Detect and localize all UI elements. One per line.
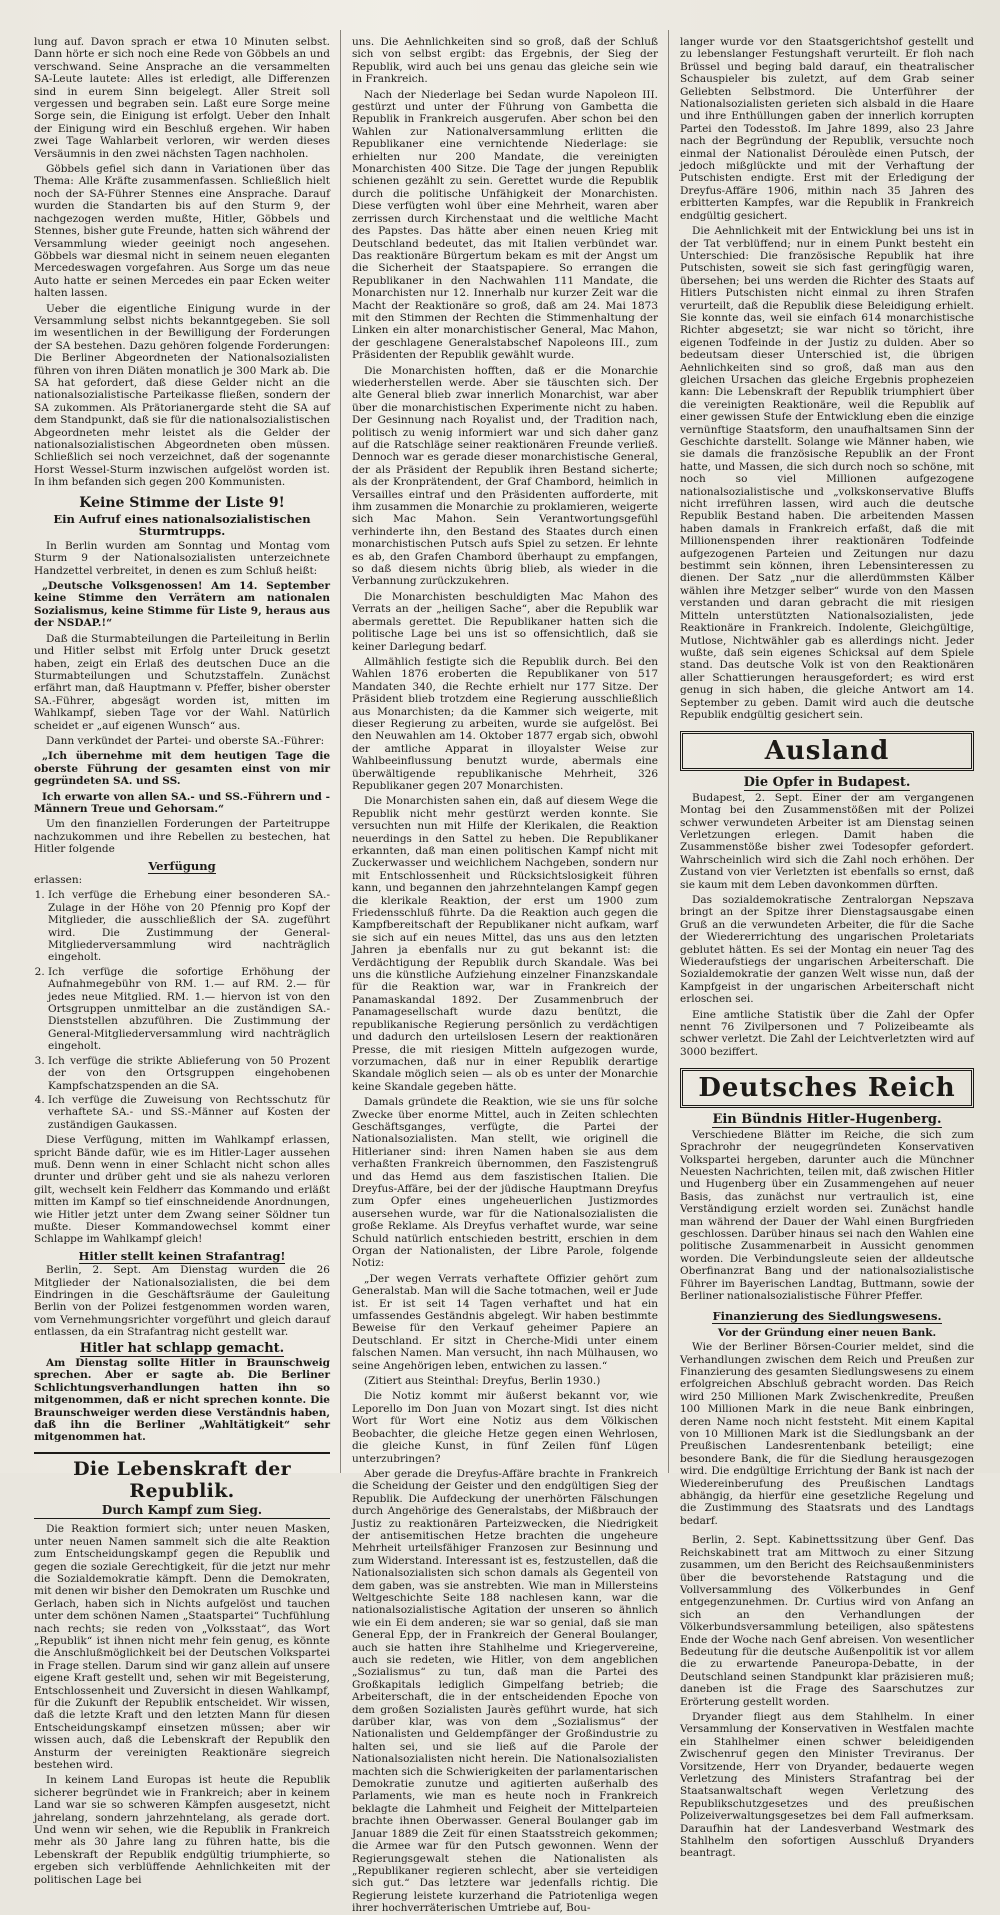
headline-buendnis bbox=[680, 1114, 974, 1126]
section-header-reich: Deutsches Reich bbox=[680, 1068, 974, 1108]
section-header-ausland: Ausland bbox=[680, 731, 974, 771]
headline-siedlung bbox=[680, 1310, 974, 1322]
paragraph: Budapest, 2. Sept. Einer der am vergangenen Montag bei den Zusammenstößen mit der Polizei schwer verwundeten Arbeiter ist am Dienstag seinen Verletzungen erlegen. Damit haben die Zusammenstöße bisher zwei Todesopfer gefordert. Wahrscheinlich wird sich die Zahl noch erhöhen. Der Zustand von vier Verletzten ist ebenfalls so ernst, daß sie kaum mit dem Leben davonkommen dürften. bbox=[680, 791, 974, 891]
paragraph: Nach der Niederlage bei Sedan wurde Napoleon III. gestürzt und unter der Führung von Gambetta die Republik in Frankreich ausgerufen. Aber schon bei den Wahlen zur Nationalversammlung erlitten die Republikaner eine vernichtende Niederlage: sie erhielten nur 200 Mandate, die vereinigten Monarchisten 400 Sitze. Die Tage der jungen Republik schienen gezählt zu sein. Gerettet wurde die Republik durch die politische Unfähigkeit der Monarchisten. Diese verfügten wohl über eine Mehrheit, waren aber zerrissen durch Kirchenstaat und die weltliche Macht des Papstes. Das hätte aber einen neuen Krieg mit Deutschland bedeutet, das mit Italien verbündet war. Das reaktionäre Bürgertum bekam es mit der Angst um die Sicherheit der Staatspapiere. So errangen die Republikaner in den Nachwahlen 111 Mandate, die Monarchisten nur 12. Innerhalb nur kurzer Zeit war die Macht der Reaktionäre so groß, daß am 24. Mai 1873 mit den Stimmen der Rechten die Stimmenhaltung der Linken ein alter monarchistischer General, Mac Mahon, der geschlagene Generalstabschef Napoleons III., zum Präsidenten der Republik gewählt wurde. bbox=[352, 88, 658, 362]
subheadline-lebenskraft: Durch Kampf zum Sieg. bbox=[34, 1504, 330, 1519]
paragraph: Wie der Berliner Börsen-Courier meldet, sind die Verhandlungen zwischen dem Reich und Preußen zur Finanzierung des gesamten Siedlungswesens zu einem erfolgreichen Abschluß gebracht worden. Das Reich wird 250 Millionen Mark Zwischenkredite, Preußen 100 Millionen Mark in die neue Bank einbringen, deren Name noch nicht feststeht. Mit einem Kapital von 10 Millionen Mark ist die Siedlungsbank an der Preußischen Landesrentenbank beteiligt; eine besondere Bank, die für die Siedlung herausgezogen wird. Die endgültige Errichtung der Bank ist nach der Wiedereinberufung des Preußischen Landtags abhängig, da hierfür eine gesetzliche Regelung und die Zustimmung des Staatsrats und des Landtags bedarf. bbox=[680, 1341, 974, 1527]
paragraph: Am Dienstag sollte Hitler in Braunschweig sprechen. Aber er sagte ab. Die Berliner Schlichtungsverhandlungen hatten ihn so mitgenommen, daß er nicht sprechen konnte. Die Braunschweiger werden diese Verständnis haben, daß ihn die Berliner „Wahltätigkeit“ sehr mitgenommen hat. bbox=[34, 1357, 330, 1444]
paragraph: Die Monarchisten hofften, daß er die Monarchie wiederherstellen werde. Aber sie täuschten sich. Der alte General blieb zwar innerlich Monarchist, war aber über die monarchistischen Experimente nicht zu haben. Der Gesinnung nach Royalist und, der Tradition nach, politisch zu wenig informiert war und sich daher ganz auf die Ratschläge seiner reaktionären Freunde verließ. Dennoch war es gerade dieser monarchistische General, der als Präsident der Republik ihren Bestand sicherte; als der Kronprätendent, der Graf Chambord, heimlich in Versailles eintraf und den Präsidenten aufforderte, mit ihm zusammen die Monarchie zu proklamieren, weigerte sich Mac Mahon. Sein Verantwortungsgefühl verhinderte ihn, den Bestand des Staates durch einen monarchistischen Putsch aufs Spiel zu setzen. Er lehnte es ab, den Grafen Chambord überhaupt zu empfangen, so daß diesem nichts übrig blieb, als wieder in die Verbannung zurückzukehren. bbox=[352, 364, 658, 588]
headline-strafantrag bbox=[34, 1250, 330, 1262]
quote: „Ich übernehme mit dem heutigen Tage die oberste Führung der gesamten einst von mir gegründeten SA. und SS. bbox=[34, 750, 330, 788]
paragraph: Die Monarchisten sahen ein, daß auf diesem Wege die Republik nicht mehr gestürzt werden konnte. Sie versuchten nun mit Hilfe der Klerikalen, die Reaktion neuerdings in den Sattel zu heben. Die Republikaner erkannten, daß man einen politischen Kampf nicht mit Zuckerwasser und weichlichem Nachgeben, sondern nur mit Entschlossenheit und Rücksichtslosigkeit führen kann, und begannen den jahrzehntelangen Kampf gegen die klerikale Reaktion, der erst um 1900 zum Friedensschluß führte. Da die Reaktion auch gegen die Kampfbereitschaft der Republikaner nicht aufkam, warf sie sich auf ein neues Mittel, das uns aus den letzten Jahren ja ebenfalls nur zu gut bekannt ist: die Verdächtigung der Republik durch Skandale. Was bei uns die künstliche Aufziehung einzelner Finanzskandale für die Reaktion war, war in Frankreich der Panamaskandal 1892. Der Zusammenbruch der Panamagesellschaft wurde dazu benützt, die republikanische Regierung persönlich zu verdächtigen und dadurch den urteilslosen Lesern der reaktionären Presse, die mit riesigen Mitteln aufgezogen wurde, vorzumachen, daß nur in einer Republik derartige Skandale möglich seien — als ob es unter der Monarchie keine Skandale gegeben hätte. bbox=[352, 795, 658, 1093]
paragraph: langer wurde vor den Staatsgerichtshof gestellt und zu lebenslanger Festungshaft verurteilt. Er floh nach Brüssel und beging bald darauf, ein theatralischer Schauspieler bis zuletzt, auf dem Grab seiner Geliebten Selbstmord. Die Unterführer der Nationalsozialisten gerieten sich alsbald in die Haare und ihre Enthüllungen gaben der innerlich korrupten Partei den Todesstoß. Im Jahre 1899, also 23 Jahre nach der Begründung der Republik, versuchte noch einmal der Nationalist Déroulède einen Putsch, der jedoch mißglückte und mit der Verhaftung der Putschisten endigte. Erst mit der Erledigung der Dreyfus-Affäre 1906, mithin nach 35 Jahren des erbitterten Kampfes, war die Republik in Frankreich endgültig gesichert. bbox=[680, 36, 974, 222]
decree-list bbox=[48, 889, 330, 1131]
list-item: 3. Ich verfüge die strikte Ablieferung von 50 Prozent der von den Ortsgruppen eingehobenen Kampfschatzspenden an die SA. bbox=[48, 1055, 330, 1092]
paragraph: Aber gerade die Dreyfus-Affäre brachte in Frankreich die Scheidung der Geister und den endgültigen Sieg der Republik. Die Aufdeckung der unerhörten Fälschungen durch Angehörige des Generalstabs, der Mißbrauch der Justiz zu reaktionären Parteizwecken, die Niedrigkeit der antisemitischen Hetze brachten die ungeheure Mehrheit urteilsfähiger Franzosen zur Besinnung und zum Widerstand. Interessant ist es, festzustellen, daß die Nationalsozialisten sich schon damals als Gegenteil von dem gaben, was sie anstrebten. Wie man in Millersteins Weltgeschichte Seite 188 nachlesen kann, war die nationalsozialistische Agitation der unseren so ähnlich wie ein Ei dem anderen; sie war so genial, daß sie man General Epp, der in Frankreich der General Boulanger, auch sie hatten ihre Stahlhelme und Kriegervereine, auch sie redeten, wie Hitler, von dem angeblichen „Sozialismus“ zu tun, daß man die Partei des Großkapitals lediglich Gimpelfang betrieb; die Arbeiterschaft, die in der entscheidenden Epoche von dem großen Sozialisten Jaurès geführt wurde, hat sich darüber klar, was von dem „Sozialismus“ der Nationalisten und Geldempfänger der Großindustrie zu halten sei, und sie ließ auf die Parole der Nationalsozialisten nicht herein. Die Nationalsozialisten machten sich die Schwierigkeiten der parlamentarischen Demokratie zunutze und agitierten außerhalb des Parlaments, wie man es heute noch in Frankreich beklagte die Lahmheit und Feigheit der Mittelparteien brachte ihnen Oberwasser. General Boulanger gab im Januar 1889 die Zeit für einen Staatsstreich gekommen; die Armee war für den Putsch gewonnen. Wenn der Regierungsgewalt stehen die Nationalisten als „Republikaner regieren schlecht, aber sie verteidigen sich gut.“ Das letztere war jedenfalls richtig. Die Regierung leistete kurzerhand die Patriotenliga wegen ihrer hochverräterischen Umtriebe auf, Bou- bbox=[352, 1467, 658, 1915]
subheadline-siedlung: Vor der Gründung einer neuen Bank. bbox=[717, 1326, 937, 1339]
paragraph: Die Reaktion formiert sich; unter neuen Masken, unter neuen Namen sammelt sich die alte Reaktion zum Entscheidungskampf gegen die Republik und gegen die soziale Gerechtigkeit, für die jetzt nur mehr die Sozialdemokratie kämpft. Denn die Demokraten, mit denen wir bisher den Demokraten um Ruschke und Gerlach, haben sich in Nichts aufgelöst und tauchen unter dem schönen Namen „Staatspartei“ Tuchfühlung nach rechts; sie reden von „Volksstaat“, das Wort „Republik“ ist ihnen nicht mehr fein genug, es könnte die Anschlußmöglichkeit bei der Deutschen Volkspartei in Frage stellen. Darum sind wir ganz allein auf unsere eigene Kraft gestellt und, sehen wir mit Begeisterung, Entschlossenheit und Zuversicht in diesen Wahlkampf, für die Zukunft der Republik entscheidet. Wir wissen, daß die letzte Kraft und den letzten Mann für diesen Entscheidungskampf einsetzen müssen; aber wir wissen auch, daß die Lebenskraft der Republik den Ansturm der vereinigten Reaktionäre siegreich bestehen wird. bbox=[34, 1523, 330, 1771]
list-item: 4. Ich verfüge die Zuweisung von Rechtsschutz für verhaftete SA.- und SS.-Männer auf Kosten der zuständigen Gaukassen. bbox=[48, 1094, 330, 1131]
headline-opfer bbox=[680, 777, 974, 789]
column-right bbox=[674, 0, 980, 1860]
heading-verfuegung-text: Verfügung bbox=[148, 858, 216, 873]
column-rule bbox=[340, 30, 341, 1473]
paragraph: Diese Verfügung, mitten im Wahlkampf erlassen, spricht Bände dafür, wie es im Hitler-Lager aussehen muß. Denn wenn in einer Schlacht nicht schon alles drunter und drüber geht und sie als nahezu verloren gilt, wechselt kein Feldherr das Kommando und erläßt mitten im Kampf so tief einschneidende Anordnungen, wie Hitler jetzt unter dem Zwang seiner Söldner tun mußte. Dieser Kommandowechsel kommt einer Schlappe im Wahlkampf gleich! bbox=[34, 1134, 330, 1246]
headline-schlapp-text: Hitler hat schlapp gemacht. bbox=[79, 1340, 285, 1356]
paragraph: Eine amtliche Statistik über die Zahl der Opfer nennt 76 Zivilpersonen und 7 Polizeibeamte als schwer verletzt. Die Zahl der Leichtverletzten wird auf 3000 beziffert. bbox=[680, 1008, 974, 1058]
column-left bbox=[28, 0, 336, 1886]
quote: Ich erwarte von allen SA.- und SS.-Führern und -Männern Treue und Gehorsam.“ bbox=[34, 790, 330, 815]
headline-schlapp bbox=[34, 1340, 330, 1356]
quote: „Der wegen Verrats verhaftete Offizier gehört zum Generalstab. Man will die Sache totmachen, weil er Jude ist. Er ist seit 14 Tagen verhaftet und hat ein umfassendes Geständnis abgelegt. Wir haben bestimmte Beweise für den Verkauf geheimer Papiere an Deutschland. Er sitzt in Cherche-Midi unter einem falschen Namen. Man versucht, ihn nach Mülhausen, wo seine Angehörigen leben, entwichen zu lassen.“ bbox=[352, 1272, 658, 1372]
paragraph: In Berlin wurden am Sonntag und Montag vom Sturm 9 der Nationalsozialisten unterzeichnete Handzettel verbreitet, in denen es zum Schluß heißt: bbox=[34, 539, 330, 577]
headline-liste: Keine Stimme der Liste 9! bbox=[79, 494, 285, 511]
quote: „Deutsche Volksgenossen! Am 14. September keine Stimme den Verrätern am nationalen Sozialismus, keine Stimme für Liste 9, heraus aus der NSDAP.!“ bbox=[34, 580, 330, 630]
paragraph: Die Monarchisten beschuldigten Mac Mahon des Verrats an der „heiligen Sache“, aber die Republik war abermals gerettet. Die Republikaner hatten sich die politische Lage bei uns ist so offensichtlich, daß sie keiner Darlegung bedarf. bbox=[352, 590, 658, 653]
paragraph: Dryander fliegt aus dem Stahlhelm. In einer Versammlung der Konservativen in Westfalen machte ein Stahlhelmer einen schwer beleidigenden Zwischenruf gegen den Minister Treviranus. Der Vorsitzende, Herr von Dryander, bedauerte wegen Verletzung des Ministers Strafantrag bei der Staatsanwaltschaft wegen Verletzung des Republikschutzgesetzes und des preußischen Polizeiverwaltungsgesetzes bei dem Fall aufmerksam. Daraufhin hat der Landesverband Westmark des Stahlhelm den sofortigen Ausschluß Dryanders beantragt. bbox=[680, 1710, 974, 1860]
heading-verfuegung bbox=[34, 860, 330, 872]
paragraph: uns. Die Aehnlichkeiten sind so groß, daß der Schluß sich von selbst ergibt: das Ergebnis, der Sieg der Republik, wird auch bei uns genau das gleiche sein wie in Frankreich. bbox=[352, 36, 658, 86]
paragraph: erlassen: bbox=[34, 874, 83, 886]
paragraph: Ueber die eigentliche Einigung wurde in der Versammlung selbst nichts bekanntgegeben. Sie soll im wesentlichen in der Bewilligung der Forderungen der SA bestehen. Dazu gehören folgende Forderungen: Die Berliner Abgeordneten der Nationalsozialisten führen von ihren Diäten monatlich je 300 Mark ab. Die SA hat gefordert, daß diese Gelder nicht an die nationalsozialistische Parteikasse fließen, sondern der SA zukommen. Als Prätorianergarde steht die SA auf dem Standpunkt, daß sie für die nationalsozialistischen Abgeordneten mehr leistet als die Gelder der nationalsozialistischen Abgeordneten oben müssen. Schließlich sei noch verzeichnet, daß der sogenannte Horst Wessel-Sturm inzwischen aufgelöst worden ist. In ihm befanden sich gegen 200 Kommunisten. bbox=[34, 302, 331, 489]
paragraph: Göbbels gefiel sich dann in Variationen über das Thema: Alle Kräfte zusammenfassen. Schließlich hielt noch der SA-Führer Stennes eine Ansprache. Darauf wurden die Standarten bis auf den Sturm 9, der nachgezogen werden mußte, Hitler, Göbbels und Stennes, bisher gute Freunde, hatten sich während der Versammlung wieder geeinigt noch angesehen. Göbbels war diesmal nicht in seinem neuen eleganten Mercedeswagen vorgefahren. Aus Sorge um das neue Auto hatte er seinen Mercedes ein paar Ecken weiter halten lassen. bbox=[34, 163, 330, 300]
paragraph: In keinem Land Europas ist heute die Republik sicherer begründet wie in Frankreich; aber in keinem Land war sie so schweren Kämpfen ausgesetzt, nicht jahrelang, sondern jahrzehntelang, als gerade dort. Und wenn wir sehen, wie die Republik in Frankreich mehr als 30 Jahre lang zu führen hatte, bis die Lebenskraft der Republik endgültig triumphierte, so ergeben sich verblüffende Aehnlichkeiten mit der politischen Lage bei bbox=[34, 1774, 330, 1886]
paragraph: Daß die Sturmabteilungen die Parteileitung in Berlin und Hitler selbst mit Erfolg unter Druck gesetzt haben, zeigt ein Erlaß des deutschen Duce an die Sturmabteilungen und Schutzstaffeln. Zunächst erfährt man, daß Hauptmann v. Pfeffer, bisher oberster SA.-Führer, abgesägt worden ist, mitten im Wahlkampf, sieben Tage vor der Wahl. Natürlich scheidet er „auf eigenen Wunsch“ aus. bbox=[34, 632, 330, 732]
paragraph: Um den finanziellen Forderungen der Parteitruppe nachzukommen und ihre Rebellen zu bestechen, hat Hitler folgende bbox=[34, 818, 330, 856]
column-rule bbox=[668, 30, 669, 1473]
paragraph: Berlin, 2. Sept. Kabinettssitzung über Genf. Das Reichskabinett trat am Mittwoch zu einer Sitzung zusammen, um den Bericht des Reichsaußenministers über die bevorstehende Ratstagung und die Vollversammlung des Völkerbundes in Genf entgegenzunehmen. Dr. Curtius wird von Anfang an sich an den Verhandlungen der Völkerbundsversammlung beteiligen, also spätestens Ende der Woche nach Genf abreisen. Von wesentlicher Bedeutung für die deutsche Außenpolitik ist vor allem die zu erwartende Paneuropa-Debatte, in der Deutschland seinen Standpunkt klar präzisieren muß; daneben ist die Frage des Saarschutzes zur Erörterung gestellt worden. bbox=[680, 1534, 974, 1708]
paragraph: Dann verkündet der Partei- und oberste SA.-Führer: bbox=[46, 734, 325, 747]
quote-source: (Zitiert aus Steinthal: Dreyfus, Berlin 1930.) bbox=[364, 1375, 601, 1388]
paragraph: Damals gründete die Reaktion, wie sie uns für solche Zwecke über enorme Mittel, auch in Zeiten schlechten Geschäftsganges, verfügte, die Partei der Nationalsozialisten. Man stellt, wie originell die Hitlerianer sind: ihren Namen haben sie aus dem verhaßten Frankreich übernommen, den Faszistengruß und das Hemd aus dem faszistischen Italien. Die Dreyfus-Affäre, bei der der jüdische Hauptmann Dreyfus zum Opfer eines ungeheuerlichen Justizmordes ausersehen wurde, war für die Nationalsozialisten die große Reklame. Als Dreyfus verhaftet wurde, war seine Schuld natürlich entschieden bestritt, erschien in dem Organ der Nationalisten, der Libre Parole, folgende Notiz: bbox=[352, 1096, 658, 1270]
paragraph: Verschiedene Blätter im Reiche, die sich zum Sprachrohr der neugegründeten Konservativen Volkspartei hergeben, darunter auch die Münchner Neuesten Nachrichten, teilen mit, daß zwischen Hitler und Hugenberg über ein Zusammengehen auf neuer Basis, das zunächst nur vertraulich ist, eine Verständigung erzielt worden sei. Zunächst handle man während der Dauer der Wahl einen Burgfrieden geschlossen. Darüber hinaus sei nach den Wahlen eine politische Zusammenarbeit in Aussicht genommen worden. Die Verbindungsleute seien der alldeutsche Oberfinanzrat Bang und der nationalsozialistische Führer im Bayerischen Landtag, Buttmann, sowie der Berliner nationalsozialistische Führer Pfeffer. bbox=[680, 1128, 974, 1302]
subheadline-liste: Ein Aufruf eines nationalsozialistischen Sturmtrupps. bbox=[53, 512, 311, 539]
headline-siedlung-text: Finanzierung des Siedlungswesens. bbox=[712, 1309, 942, 1324]
paragraph: Die Notiz kommt mir äußerst bekannt vor, wie Leporello im Don Juan von Mozart singt. Ist dies nicht Wort für Wort eine Notiz aus dem Völkischen Beobachter, die gleiche Hetze gegen einen Wehrlosen, die gleiche Kunst, in fünf Zeilen fünf Lügen unterzubringen? bbox=[352, 1390, 658, 1465]
paragraph: Berlin, 2. Sept. Am Dienstag wurden die 26 Mitglieder der Nationalsozialisten, die bei dem Eindringen in die Geschäftsräume der Gauleitung Berlin von der Polizei festgenommen worden waren, vom Vernehmungsrichter vorgeführt und gleich darauf entlassen, da ein Strafantrag nicht gestellt war. bbox=[34, 1264, 330, 1339]
paragraph: lung auf. Davon sprach er etwa 10 Minuten selbst. Dann hörte er sich noch eine Rede von Göbbels an und verschwand. Seine Ansprache an die versammelten SA-Leute lautete: Alles ist erledigt, alle Differenzen sind in eurem Sinn beigelegt. Aller Streit soll vergessen und begraben sein. Laßt eure Sorge meine Sorge sein, die Einigung ist erfolgt. Ueber den Inhalt der Einigung wird ein Beschluß ergehen. Wir haben zwei Tage Wahlarbeit verloren, wir werden dieses Versäumnis in den zwei nächsten Tagen nachholen. bbox=[34, 36, 330, 160]
list-item: 1. Ich verfüge die Erhebung einer besonderen SA.-Zulage in der Höhe von 20 Pfennig pro Kopf der Mitglieder, die ausschließlich der SA. zugeführt wird. Die Zustimmung der General-Mitgliederversammlung wird nachträglich eingeholt. bbox=[48, 889, 330, 963]
headline-opfer-text: Die Opfer in Budapest. bbox=[743, 775, 911, 791]
paragraph: Das sozialdemokratische Zentralorgan Nepszava bringt an der Spitze ihrer Dienstagsausgabe einen Gruß an die verwundeten Arbeiter, die für die Sache der Wiedererrichtung des ungarischen Proletariats geblutet hätten. Es sei der Montag ein neuer Tag des Wiederaufstiegs der ungarischen Arbeiterschaft. Die Sozialdemokratie der ganzen Welt wisse nun, daß der Kampfgeist in der ungarischen Arbeiterschaft nicht erloschen sei. bbox=[680, 894, 974, 1006]
list-item: 2. Ich verfüge die sofortige Erhöhung der Aufnahmegebühr von RM. 1.— auf RM. 2.— für jedes neue Mitglied. RM. 1.— hiervon ist von den Ortsgruppen unmittelbar an die zuständigen SA.-Dienststellen abzuführen. Die Zustimmung der General-Mitgliederversammlung wird nachträglich eingeholt. bbox=[48, 966, 330, 1053]
headline-lebenskraft: Die Lebenskraft der Republik. bbox=[34, 1452, 330, 1502]
headline-buendnis-text: Ein Bündnis Hitler-Hugenberg. bbox=[712, 1112, 942, 1128]
paragraph: Allmählich festigte sich die Republik durch. Bei den Wahlen 1876 eroberten die Republikaner von 517 Mandaten 340, die Rechte erhielt nur 177 Sitze. Der Präsident blieb trotzdem eine Regierung ausschließlich aus Monarchisten; da die Kammer sich weigerte, mit dieser Regierung zu arbeiten, wurde sie aufgelöst. Bei den Neuwahlen am 14. Oktober 1877 ergab sich, obwohl der amtliche Apparat in illoyalster Weise zur Wahlbeeinflussung benutzt wurde, abermals eine überwältigende republikanische Mehrheit, 326 Republikaner gegen 207 Monarchisten. bbox=[352, 655, 658, 792]
paragraph: Die Aehnlichkeit mit der Entwicklung bei uns ist in der Tat verblüffend; nur in einem Punkt besteht ein Unterschied: Die französische Republik hat ihre Putschisten, soweit sie sich fast geringfügig waren, übersehen; bei uns werden die Richter des Staats auf Hitlers Putschisten nicht einmal zu ihren Strafen verurteilt, daß die Republik diese Beleidigung erhielt. Sie konnte das, weil sie einfach 614 monarchistische Richter abgesetzt; sie war nicht so töricht, ihre eigenen Todfeinde in der Justiz zu dulden. Aber so bedeutsam dieser Unterschied ist, die übrigen Aehnlichkeiten sind so groß, daß man aus den gleichen Ursachen das gleiche Ergebnis prophezeien kann: Die Lebenskraft der Republik triumphiert über die vereinigten Reaktionäre, weil die Republik auf einer gewissen Stufe der Entwicklung eben die einzige vernünftige Staatsform, den unaufhaltsamen Sinn der Geschichte darstellt. Solange wie Männer haben, wie sie damals die französische Republik an der Front hatte, und Massen, die sich durch noch so schöne, mit noch so viel Millionen aufgezogene nationalsozialistische und „volkskonservative Bluffs nicht irreführen lassen, wird auch die deutsche Republik Bestand haben. Die arbeitenden Massen haben damals in Frankreich erfaßt, daß die mit Millionenspenden ihrer reaktionären Todfeinde aufgezogenen Parteien und Zeitungen nur dazu bestimmt sein können, ihren Lebensinteressen zu dienen. Der Satz „nur die allerdümmsten Kälber wählen ihre Metzger selber“ wurde von den Massen verstanden und daran gebracht die mit riesigen Mitteln unterstützten Nationalsozialisten, jede Reaktionäre in Frankreich. Indolente, Gleichgültige, Mutlose, Nichtwähler gab es allerdings nicht. Jeder wußte, daß sein eigenes Schicksal auf dem Spiele stand. Das deutsche Volk ist von den Reaktionären aller Schattierungen herausgefordert; es wird erst genug in sich haben, die gleiche Antwort am 14. September zu geben. Damit wird auch die deutsche Republik endgültig gesichert sein. bbox=[680, 225, 974, 721]
headline-strafantrag-text: Hitler stellt keinen Strafantrag! bbox=[78, 1248, 286, 1263]
column-middle bbox=[346, 0, 664, 1915]
